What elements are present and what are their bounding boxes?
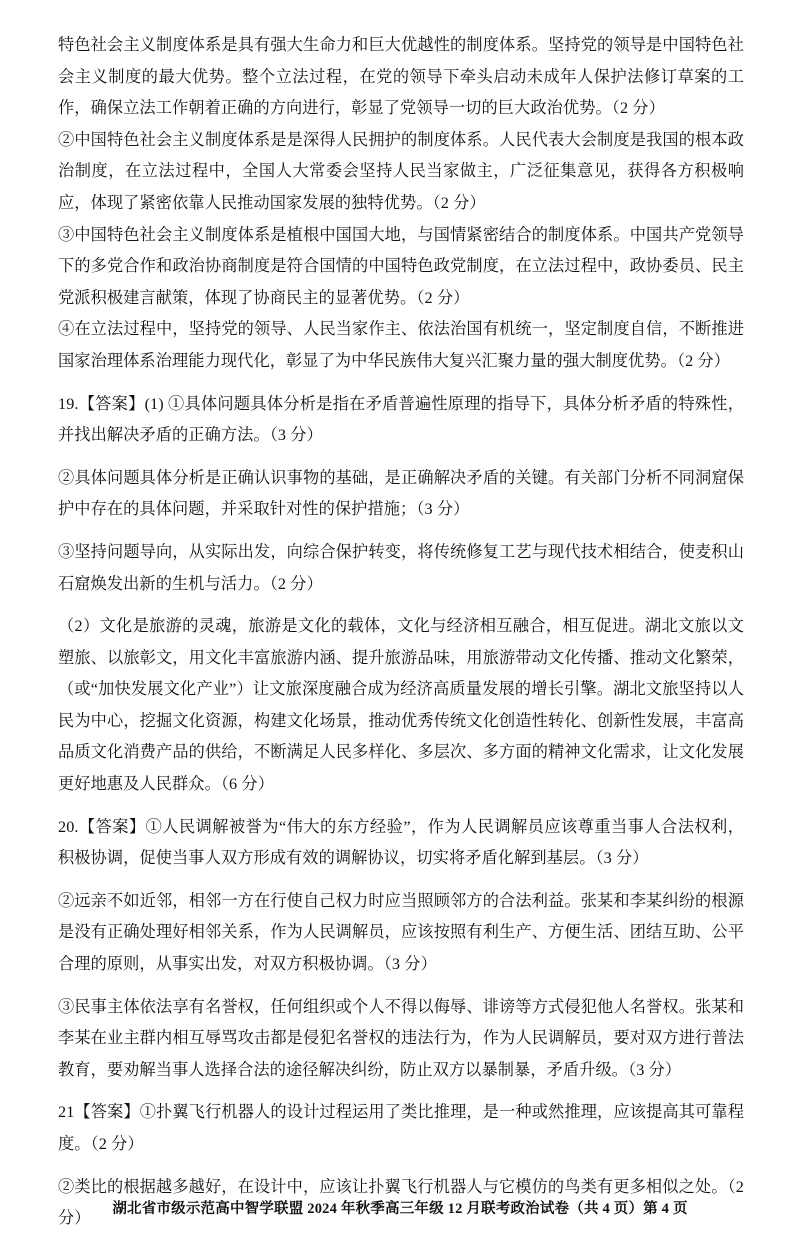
question-20-answer-label: 【答案】 xyxy=(78,817,146,836)
question-19-answer-label: 【答案】 xyxy=(78,394,145,413)
question-21-first-line xyxy=(58,1097,744,1160)
question-20-part-1: ①人民调解被誉为“伟大的东方经验”，作为人民调解员应该尊重当事人合法权利，积极协调，促使当事人双方形成有效的调解协议，切实将矛盾化解到基层。（3 分） xyxy=(58,817,744,868)
question-19-first-line xyxy=(58,389,744,452)
question-21-number: 21 xyxy=(58,1103,75,1122)
question-20-number: 20. xyxy=(58,817,79,836)
question-20-part-3: ③民事主体依法享有名誉权，任何组织或个人不得以侮辱、诽谤等方式侵犯他人名誉权。张某和李某在业主群内相互辱骂攻击都是侵犯名誉权的违法行为，作为人民调解员，要对双方进行普法教育，要劝解当事人选择合法的途径解决纠纷，防止双方以暴制暴，矛盾升级。（3 分） xyxy=(58,997,744,1079)
question-21-part-1: ①扑翼飞行机器人的设计过程运用了类比推理，是一种或然推理，应该提高其可靠程度。（2 分） xyxy=(58,1103,744,1153)
document-body xyxy=(58,30,744,1235)
paragraph: 特色社会主义制度体系是具有强大生命力和巨大优越性的制度体系。坚持党的领导是中国特色社会主义制度的最大优势。整个立法过程，在党的领导下牵头启动未成年人保护法修订草案的工作，确保立法工作朝着正确的方向进行，彰显了党领导一切的巨大政治优势。（2 分） xyxy=(58,36,744,118)
question-19-number: 19. xyxy=(58,394,79,413)
question-20-first-line xyxy=(58,812,744,875)
question-20 xyxy=(58,812,744,1087)
paragraph: ④在立法过程中，坚持党的领导、人民当家作主、依法治国有机统一，坚定制度自信，不断推进国家治理体系治理能力现代化，彰显了为中华民族伟大复兴汇聚力量的强大制度优势。（2 分） xyxy=(58,320,744,370)
paragraph: ②中国特色社会主义制度体系是是深得人民拥护的制度体系。人民代表大会制度是我国的根本政治制度，在立法过程中，全国人大常委会坚持人民当家做主，广泛征集意见，获得各方积极响应，体现了紧密依靠人民推动国家发展的独特优势。（2 分） xyxy=(58,130,744,212)
question-19-part-4: （2）文化是旅游的灵魂，旅游是文化的载体，文化与经济相互融合，相互促进。湖北文旅以文塑旅、以旅彰文，用文化丰富旅游内涵、提升旅游品味，用旅游带动文化传播、推动文化繁荣，（或“加快发展文化产业”）让文旅深度融合成为经济高质量发展的增长引擎。湖北文旅坚持以人民为中心，挖掘文化资源，构建文化场景，推动优秀传统文化创造性转化、创新性发展，丰富高品质文化消费产品的供给，不断满足人民多样化、多层次、多方面的精神文化需求，让文化发展更好地惠及人民群众。（6 分） xyxy=(58,617,744,794)
page-footer: 湖北省市级示范高中智学联盟 2024 年秋季高三年级 12 月联考政治试卷（共 4 页）第 4 页 xyxy=(112,1201,688,1217)
question-19-part-3: ③坚持问题导向，从实际出发，向综合保护转变，将传统修复工艺与现代技术相结合，使麦积山石窟焕发出新的生机与活力。（2 分） xyxy=(58,542,744,593)
question-21-answer-label: 【答案】 xyxy=(74,1103,140,1122)
paragraph: ③中国特色社会主义制度体系是植根中国国大地，与国情紧密结合的制度体系。中国共产党领导下的多党合作和政治协商制度是符合国情的中国特色政党制度，在立法过程中，政协委员、民主党派积极建言献策，体现了协商民主的显著优势。（2 分） xyxy=(58,225,744,307)
question-19 xyxy=(58,389,744,801)
question-19-part-1: (1) ①具体问题具体分析是指在矛盾普遍性原理的指导下，具体分析矛盾的特殊性，并找出解决矛盾的正确方法。（3 分） xyxy=(58,394,744,445)
question-20-part-2: ②远亲不如近邻，相邻一方在行使自己权力时应当照顾邻方的合法利益。张某和李某纠纷的根源是没有正确处理好相邻关系，作为人民调解员，应该按照有利生产、方便生活、团结互助、公平合理的原则，从事实出发，对双方积极协调。（3 分） xyxy=(58,891,744,974)
question-21-part-2: ②类比的根据越多越好，在设计中，应该让扑翼飞行机器人与它模仿的鸟类有更多相似之处。（2 分） xyxy=(58,1177,744,1228)
question-19-part-2: ②具体问题具体分析是正确认识事物的基础，是正确解决矛盾的关键。有关部门分析不同洞窟保护中存在的具体问题，并采取针对性的保护措施；（3 分） xyxy=(58,468,744,519)
